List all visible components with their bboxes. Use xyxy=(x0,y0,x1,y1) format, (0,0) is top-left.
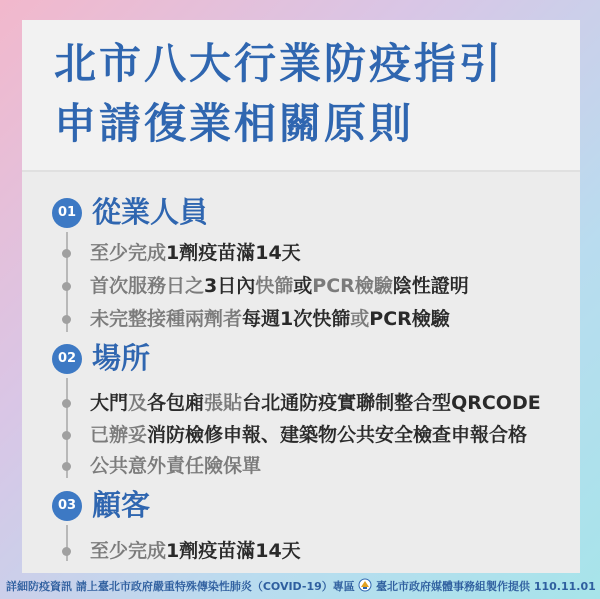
emphasis-text: PCR檢驗 xyxy=(369,308,450,330)
bullet-dot-icon xyxy=(62,462,71,471)
emphasis-text: 陰性證明 xyxy=(392,275,469,297)
plain-text: 未完整接種兩劑者 xyxy=(90,308,243,330)
plain-text: 張貼 xyxy=(204,392,243,414)
item-text xyxy=(90,537,301,565)
item-text xyxy=(90,305,450,333)
bullet-dot-icon xyxy=(62,547,71,556)
plain-text: 快篩 xyxy=(255,275,294,297)
emphasis-text: 每週1次快篩 xyxy=(242,308,351,330)
section-number-badge: 01 xyxy=(52,198,82,228)
section-title: 顧客 xyxy=(92,488,151,522)
section-number-badge: 03 xyxy=(52,491,82,521)
bullet-dot-icon xyxy=(62,315,71,324)
item-text xyxy=(90,239,301,267)
footer-info-text: 詳細防疫資訊 請上臺北市政府嚴重特殊傳染性肺炎（COVID-19）專區 xyxy=(6,580,355,593)
item-text xyxy=(90,389,541,417)
bullet-dot-icon xyxy=(62,282,71,291)
page-title-line-1: 北市八大行業防疫指引 xyxy=(54,39,505,88)
item-text xyxy=(90,421,527,449)
plain-text: 公共意外責任險保單 xyxy=(90,455,262,477)
section-title: 場所 xyxy=(92,341,151,375)
poster-card xyxy=(22,20,580,573)
plain-text: 已辦妥 xyxy=(90,424,148,446)
emphasis-text: 或 xyxy=(293,275,313,297)
title-block xyxy=(22,20,580,172)
emphasis-text: 台北通防疫實聯制整合型QRCODE xyxy=(242,392,541,414)
footer xyxy=(0,576,600,596)
footer-credit-text: 臺北市政府媒體事務組製作提供 110.11.01 xyxy=(376,580,596,593)
bullet-dot-icon xyxy=(62,399,71,408)
plain-text: 首次服務日之 xyxy=(90,275,205,297)
bullet-dot-icon xyxy=(62,431,71,440)
item-text xyxy=(90,452,261,480)
emphasis-text: 各包廂 xyxy=(147,392,205,414)
item-text xyxy=(90,272,469,300)
emphasis-text: 1劑疫苗滿14天 xyxy=(166,242,301,264)
page-title-line-2: 申請復業相關原則 xyxy=(54,99,415,148)
section-title: 從業人員 xyxy=(92,195,209,229)
plain-text: 或 xyxy=(350,308,370,330)
emphasis-text: 大門 xyxy=(90,392,129,414)
plain-text: 及 xyxy=(128,392,148,414)
plain-text: PCR檢驗 xyxy=(312,275,393,297)
plain-text: 至少完成 xyxy=(90,540,167,562)
emphasis-text: 3日內 xyxy=(204,275,256,297)
emphasis-text: 1劑疫苗滿14天 xyxy=(166,540,301,562)
emphasis-text: 消防檢修申報、建築物公共安全檢查申報合格 xyxy=(147,424,528,446)
footer-credit xyxy=(358,578,596,594)
bullet-dot-icon xyxy=(62,249,71,258)
section-number-badge: 02 xyxy=(52,344,82,374)
plain-text: 至少完成 xyxy=(90,242,167,264)
